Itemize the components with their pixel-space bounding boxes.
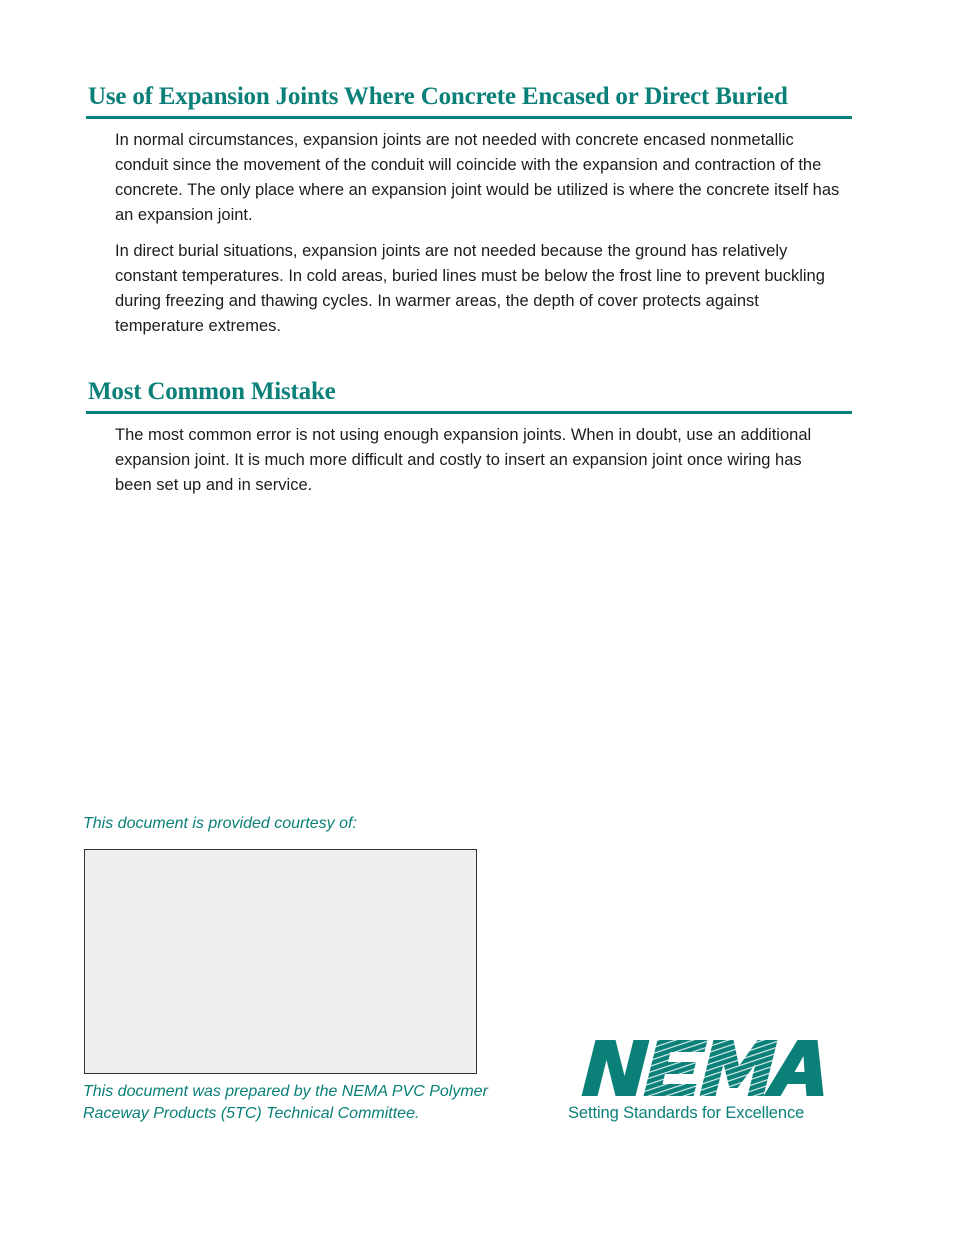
section-expansion-joints xyxy=(86,82,852,339)
courtesy-box xyxy=(84,849,477,1074)
paragraph-common-error: The most common error is not using enough expansion joints. When in doubt, use an additional expansion joint. It is much more difficult and costly to insert an expansion joint once wiring has been set up and in service. xyxy=(115,426,812,494)
section-title-common-mistake: Most Common Mistake xyxy=(86,377,852,414)
paragraph-direct-burial: In direct burial situations, expansion joints are not needed because the ground has relatively constant temperatures. In cold areas, buried lines must be below the frost line to prevent buckling during freezing and thawing cycles. In warmer areas, the depth of cover protects against temperature extremes. xyxy=(115,242,825,335)
section-title-expansion-joints: Use of Expansion Joints Where Concrete Encased or Direct Buried xyxy=(86,82,852,119)
prepared-by-note: This document was prepared by the NEMA PVC Polymer Raceway Products (5TC) Technical Committee. xyxy=(83,1083,488,1122)
nema-tagline: Setting Standards for Excellence xyxy=(568,1104,805,1122)
nema-wordmark-graphic xyxy=(568,1038,828,1100)
section-common-mistake xyxy=(86,377,852,498)
paragraph-concrete-encased: In normal circumstances, expansion joints are not needed with concrete encased nonmetallic conduit since the movement of the conduit will coincide with the expansion and contraction of the concrete. The only place where an expansion joint would be utilized is where the concrete itself has an expansion joint. xyxy=(115,131,840,224)
courtesy-label: This document is provided courtesy of: xyxy=(83,815,357,832)
